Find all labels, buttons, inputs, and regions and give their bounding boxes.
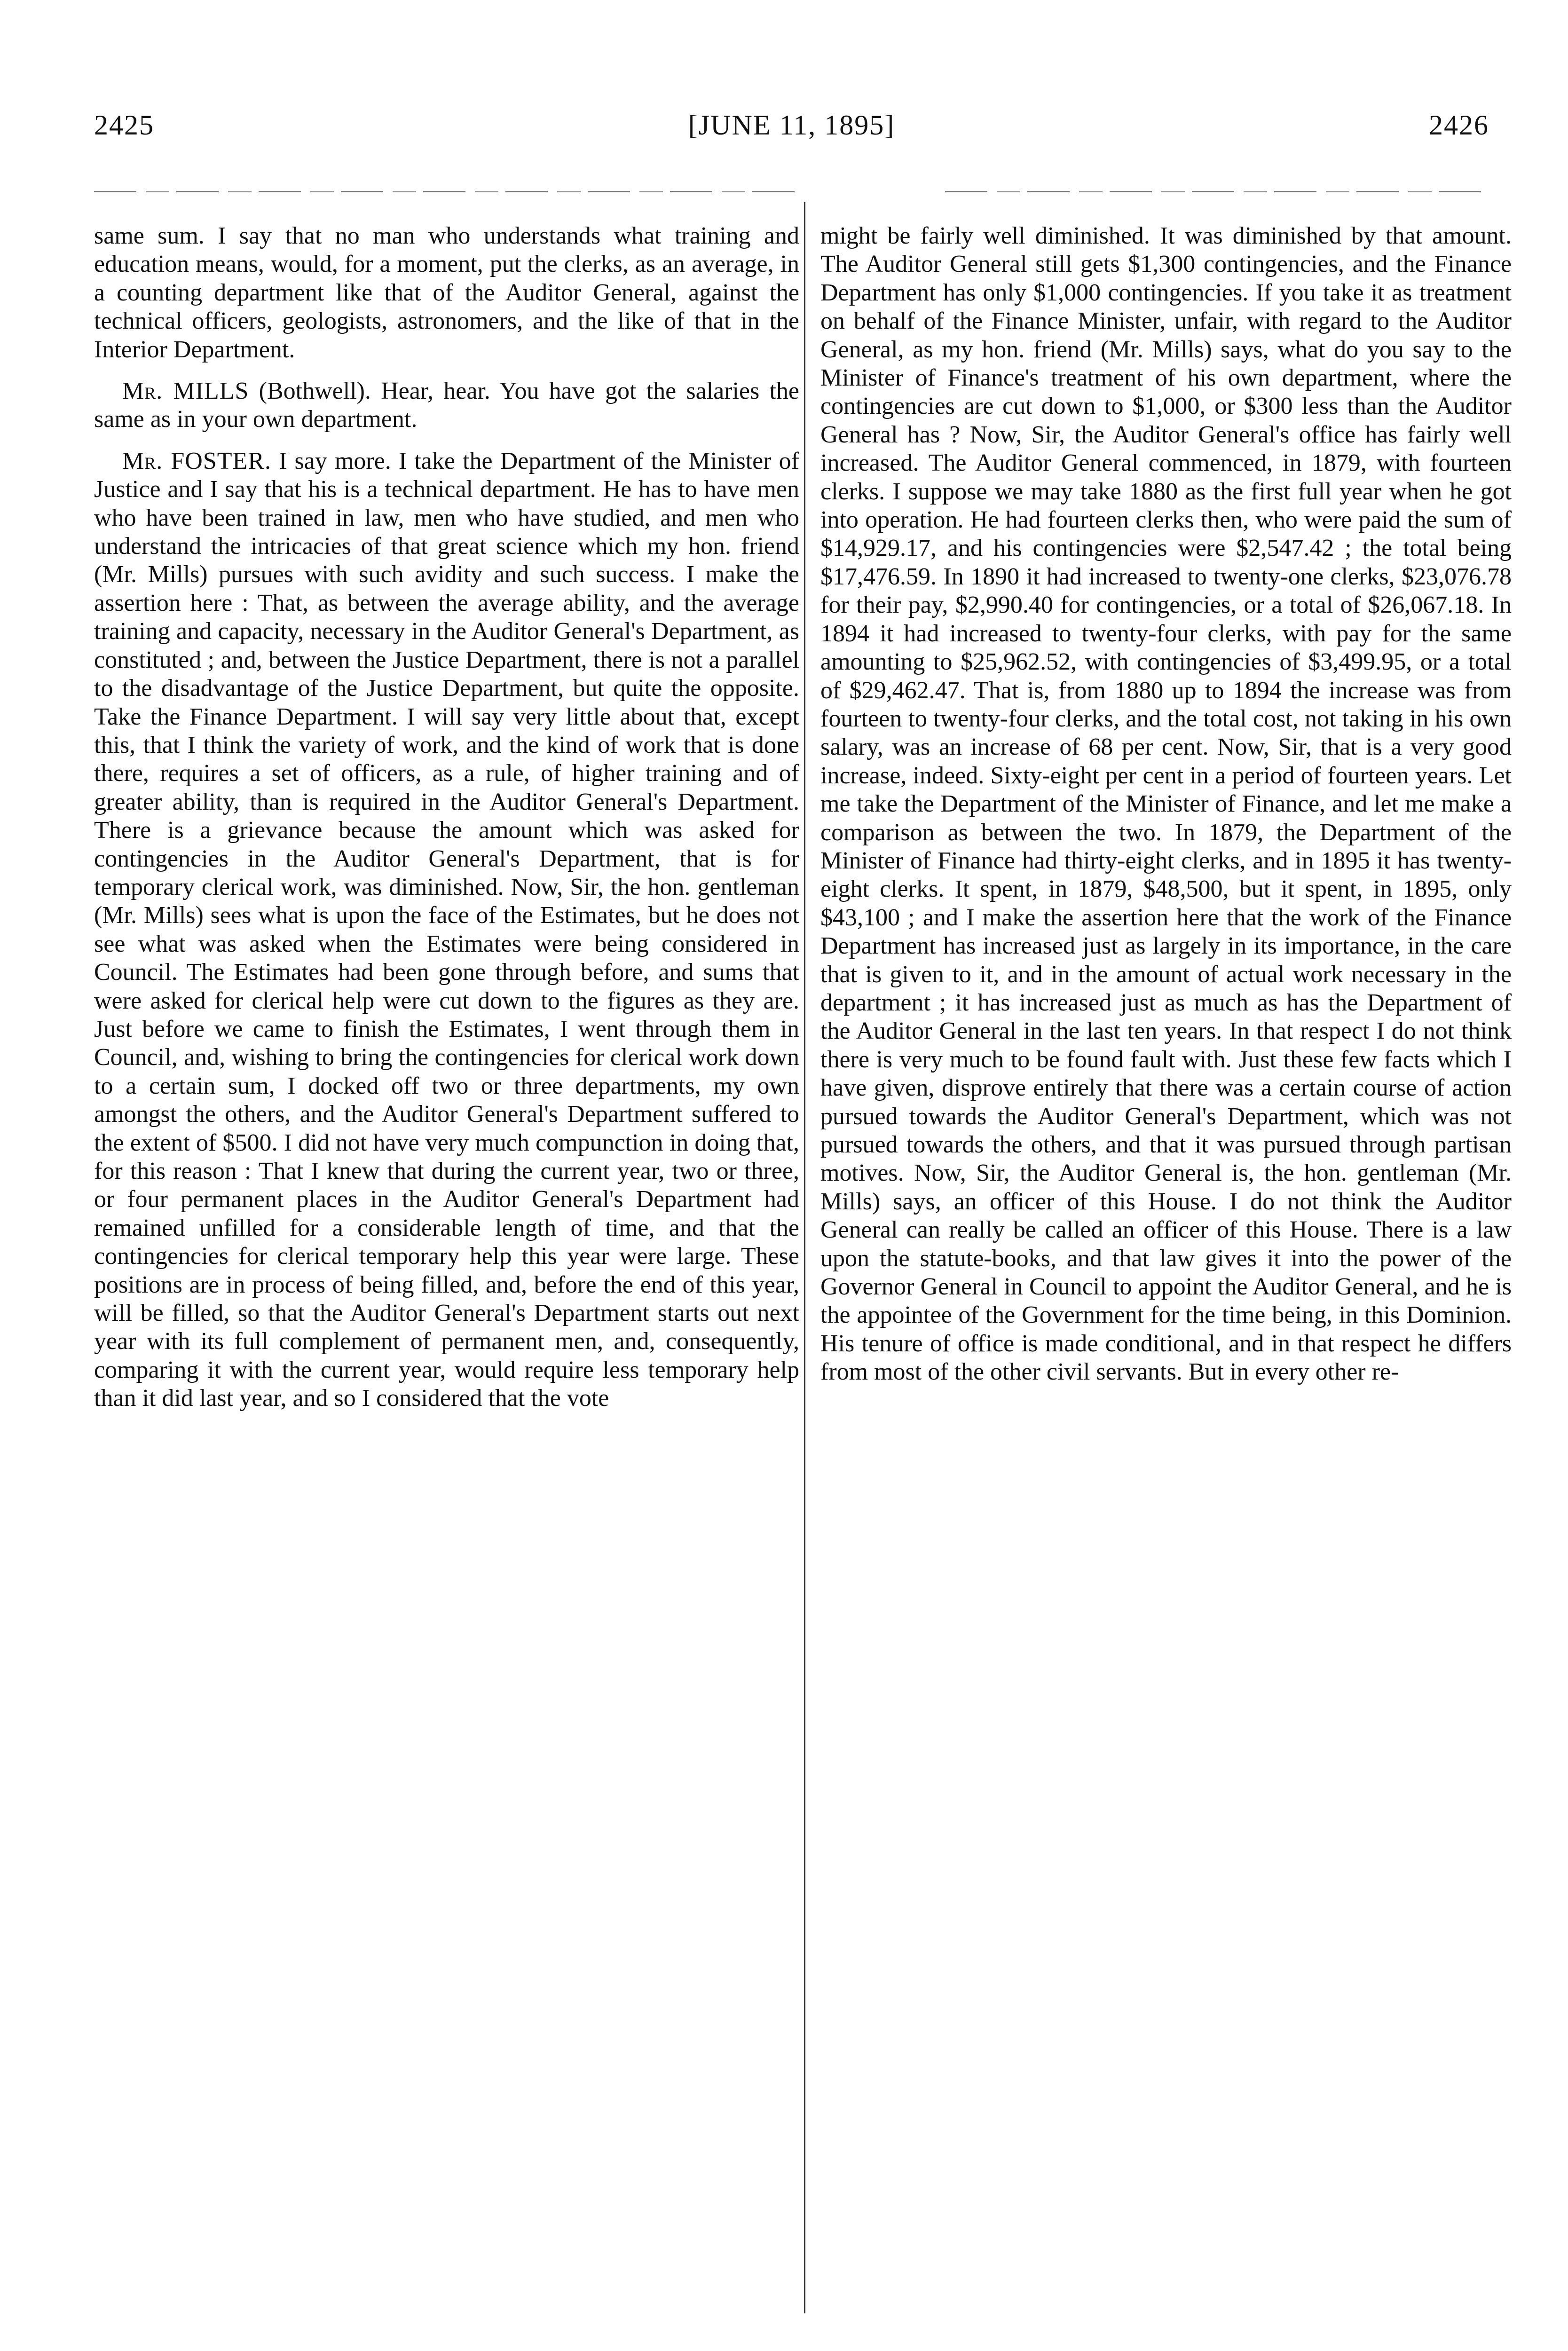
header-rule-left <box>94 191 799 192</box>
right-column <box>820 222 1512 1387</box>
header-rule-right <box>945 191 1490 192</box>
left-paragraph-1: same sum. I say that no man who understands what training and education means, would, for a moment, put the clerks, as an average, in a counting department like that of the Auditor General, against the technical officers, geologists, astronomers, and the like of that in the Interior Department. <box>94 222 799 363</box>
page-number-left: 2425 <box>94 110 154 141</box>
page-number-right: 2426 <box>1429 110 1489 141</box>
right-paragraph-1: might be fairly well diminished. It was diminished by that amount. The Auditor General still gets $1,300 contingencies, and the Finance Department has only $1,000 contingencies. If you take it as treatment on behalf of the Finance Minister, unfair, with regard to the Auditor General, as my hon. friend (Mr. Mills) says, what do you say to the Minister of Finance's treatment of his own department, where the contingencies are cut down to $1,000, or $300 less than the Auditor General has ? Now, Sir, the Auditor General's office has fairly well increased. The Auditor General commenced, in 1879, with fourteen clerks. I suppose we may take 1880 as the first full year when he got into operation. He had fourteen clerks then, who were paid the sum of $14,929.17, and his contingencies were $2,547.42 ; the total being $17,476.59. In 1890 it had increased to twenty-one clerks, $23,076.78 for their pay, $2,990.40 for contingencies, or a total of $26,067.18. In 1894 it had increased to twenty-four clerks, with pay for the same amounting to $25,962.52, with contingencies of $3,499.95, or a total of $29,462.47. That is, from 1880 up to 1894 the increase was from fourteen to twenty-four clerks, and the total cost, not taking in his own salary, was an increase of 68 per cent. Now, Sir, that is a very good increase, indeed. Sixty-eight per cent in a period of fourteen years. Let me take the Department of the Minister of Finance, and let me make a comparison as between the two. In 1879, the Department of the Minister of Finance had thirty-eight clerks, and in 1895 it has twenty-eight clerks. It spent, in 1879, $48,500, but it spent, in 1895, only $43,100 ; and I make the assertion here that the work of the Finance Department has increased just as largely in its importance, in the care that is given to it, and in the amount of actual work necessary in the department ; it has increased just as much as has the Department of the Auditor General in the last ten years. In that respect I do not think there is very much to be found fault with. Just these few facts which I have given, disprove entirely that there was a certain course of action pursued towards the Auditor General's Department, which was not pursued towards the others, and that it was pursued through partisan motives. Now, Sir, the Auditor General is, the hon. gentleman (Mr. Mills) says, an officer of this House. I do not think the Auditor General can really be called an officer of this House. There is a law upon the statute-books, and that law gives it into the power of the Governor General in Council to appoint the Auditor General, and he is the appointee of the Government for the time being, in this Dominion. His tenure of office is made conditional, and in that respect he differs from most of the other civil servants. But in every other re- <box>820 222 1512 1386</box>
column-divider <box>804 202 805 2313</box>
left-paragraph-2 <box>94 377 799 434</box>
speaker-foster: Mr. FOSTER. <box>122 447 271 474</box>
left-paragraph-3-text: I say more. I take the Department of the Minister of Justice and I say that his is a technical department. He has to have men who have been trained in law, men who have studied, and men who understand the intricacies of that great science which my hon. friend (Mr. Mills) pursues with such avidity and such success. I make the assertion here : That, as between the average ability, and the average training and capacity, necessary in the Auditor General's Department, as constituted ; and, between the Justice Department, there is not a parallel to the disadvantage of the Justice Department, but quite the opposite. Take the Finance Department. I will say very little about that, except this, that I think the variety of work, and the kind of work that is done there, requires a set of officers, as a rule, of higher training and of greater ability, than is required in the Auditor General's Department. There is a grievance because the amount which was asked for contingencies in the Auditor General's Department, that is for temporary clerical work, was diminished. Now, Sir, the hon. gentleman (Mr. Mills) sees what is upon the face of the Estimates, but he does not see what was asked when the Estimates were being considered in Council. The Estimates had been gone through before, and sums that were asked for clerical help were cut down to the figures as they are. Just before we came to finish the Estimates, I went through them in Council, and, wishing to bring the contingencies for clerical work down to a certain sum, I docked off two or three departments, my own amongst the others, and the Auditor General's Department suffered to the extent of $500. I did not have very much compunction in doing that, for this reason : That I knew that during the current year, two or three, or four permanent places in the Auditor General's Department had remained unfilled for a considerable length of time, and that the contingencies for clerical temporary help this year were large. These positions are in process of being filled, and, before the end of this year, will be filled, so that the Auditor General's Department starts out next year with its full complement of permanent men, and, consequently, comparing it with the current year, would require less temporary help than it did last year, and so I considered that the vote <box>94 447 799 1412</box>
left-column <box>94 222 799 1413</box>
page-header <box>94 109 1489 142</box>
speaker-mills: Mr. MILLS <box>122 378 249 405</box>
left-paragraph-2-text: (Bothwell). Hear, hear. You have got the salaries the same as in your own department. <box>94 378 799 433</box>
page-date: [JUNE 11, 1895] <box>688 110 895 141</box>
left-paragraph-3 <box>94 447 799 1413</box>
